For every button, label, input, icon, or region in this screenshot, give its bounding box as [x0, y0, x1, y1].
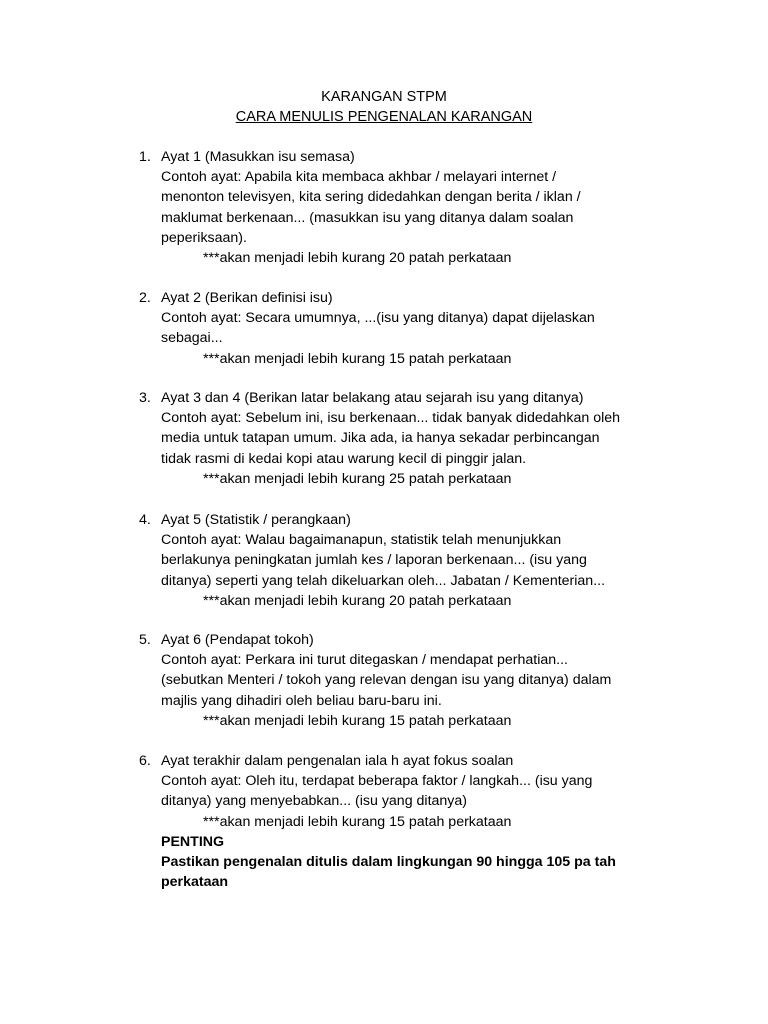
- example-line: Contoh ayat: Perkara ini turut ditegaskan / mendapat perhatian...: [161, 652, 568, 669]
- example-line: berlakunya peningkatan jumlah kes / laporan berkenaan... (isu yang: [161, 552, 587, 569]
- list-item-heading: Ayat 3 dan 4 (Berikan latar belakang atau sejarah isu yang ditanya): [161, 390, 584, 406]
- word-count-note: ***akan menjadi lebih kurang 15 patah perkataan: [203, 813, 512, 830]
- example-line: ditanya) seperti yang telah dikeluarkan oleh... Jabatan / Kementerian...: [161, 572, 606, 589]
- list-item-number: 4.: [139, 512, 151, 528]
- document-title: KARANGAN STPM: [321, 89, 447, 105]
- example-line: Contoh ayat: Sebelum ini, isu berkenaan... tidak banyak didedahkan oleh: [161, 410, 621, 427]
- list-item-heading: Ayat terakhir dalam pengenalan iala h ayat fokus soalan: [161, 753, 514, 769]
- document-subtitle: CARA MENULIS PENGENALAN KARANGAN: [235, 109, 533, 125]
- important-label: PENTING: [161, 833, 225, 850]
- list-item-body: [161, 147, 661, 268]
- example-line: tidak rasmi di kedai kopi atau warung kecil di pinggir jalan.: [161, 450, 527, 467]
- list-item-number: 1.: [139, 149, 151, 165]
- list-item-body: [161, 630, 661, 731]
- example-line: peperiksaan).: [161, 229, 247, 246]
- example-line: ditanya) yang menyebabkan... (isu yang ditanya): [161, 793, 468, 810]
- list-item-heading: Ayat 6 (Pendapat tokoh): [161, 632, 314, 648]
- list-item-heading: Ayat 5 (Statistik / perangkaan): [161, 512, 351, 528]
- list-item-number: 2.: [139, 290, 151, 306]
- word-count-note: ***akan menjadi lebih kurang 25 patah perkataan: [203, 470, 512, 487]
- word-count-note: ***akan menjadi lebih kurang 20 patah perkataan: [203, 592, 512, 609]
- example-line: (sebutkan Menteri / tokoh yang relevan dengan isu yang ditanya) dalam: [161, 672, 612, 689]
- important-line: perkataan: [161, 874, 229, 891]
- example-line: sebagai...: [161, 330, 223, 347]
- example-line: maklumat berkenaan... (masukkan isu yang ditanya dalam soalan: [161, 209, 574, 226]
- list-item-heading: Ayat 1 (Masukkan isu semasa): [161, 149, 355, 165]
- list-item-body: [161, 288, 661, 369]
- word-count-note: ***akan menjadi lebih kurang 20 patah perkataan: [203, 249, 512, 266]
- example-line: Contoh ayat: Walau bagaimanapun, statistik telah menunjukkan: [161, 532, 562, 549]
- important-line: Pastikan pengenalan ditulis dalam lingkungan 90 hingga 105 pa tah: [161, 853, 616, 870]
- example-line: menonton televisyen, kita sering didedahkan dengan berita / iklan /: [161, 189, 581, 206]
- word-count-note: ***akan menjadi lebih kurang 15 patah perkataan: [203, 712, 512, 729]
- example-line: media untuk tatapan umum. Jika ada, ia hanya sekadar perbincangan: [161, 430, 600, 447]
- list-item-number: 5.: [139, 632, 151, 648]
- list-item-body: [161, 751, 661, 892]
- example-line: majlis yang dihadiri oleh beliau baru-baru ini.: [161, 692, 442, 709]
- list-item-body: [161, 388, 661, 489]
- example-line: Contoh ayat: Secara umumnya, ...(isu yang ditanya) dapat dijelaskan: [161, 310, 595, 327]
- example-line: Contoh ayat: Apabila kita membaca akhbar / melayari internet /: [161, 169, 557, 186]
- list-item-body: [161, 510, 661, 611]
- example-line: Contoh ayat: Oleh itu, terdapat beberapa faktor / langkah... (isu yang: [161, 773, 593, 790]
- word-count-note: ***akan menjadi lebih kurang 15 patah perkataan: [203, 350, 512, 367]
- list-item-heading: Ayat 2 (Berikan definisi isu): [161, 290, 333, 306]
- list-item-number: 6.: [139, 753, 151, 769]
- list-item-number: 3.: [139, 390, 151, 406]
